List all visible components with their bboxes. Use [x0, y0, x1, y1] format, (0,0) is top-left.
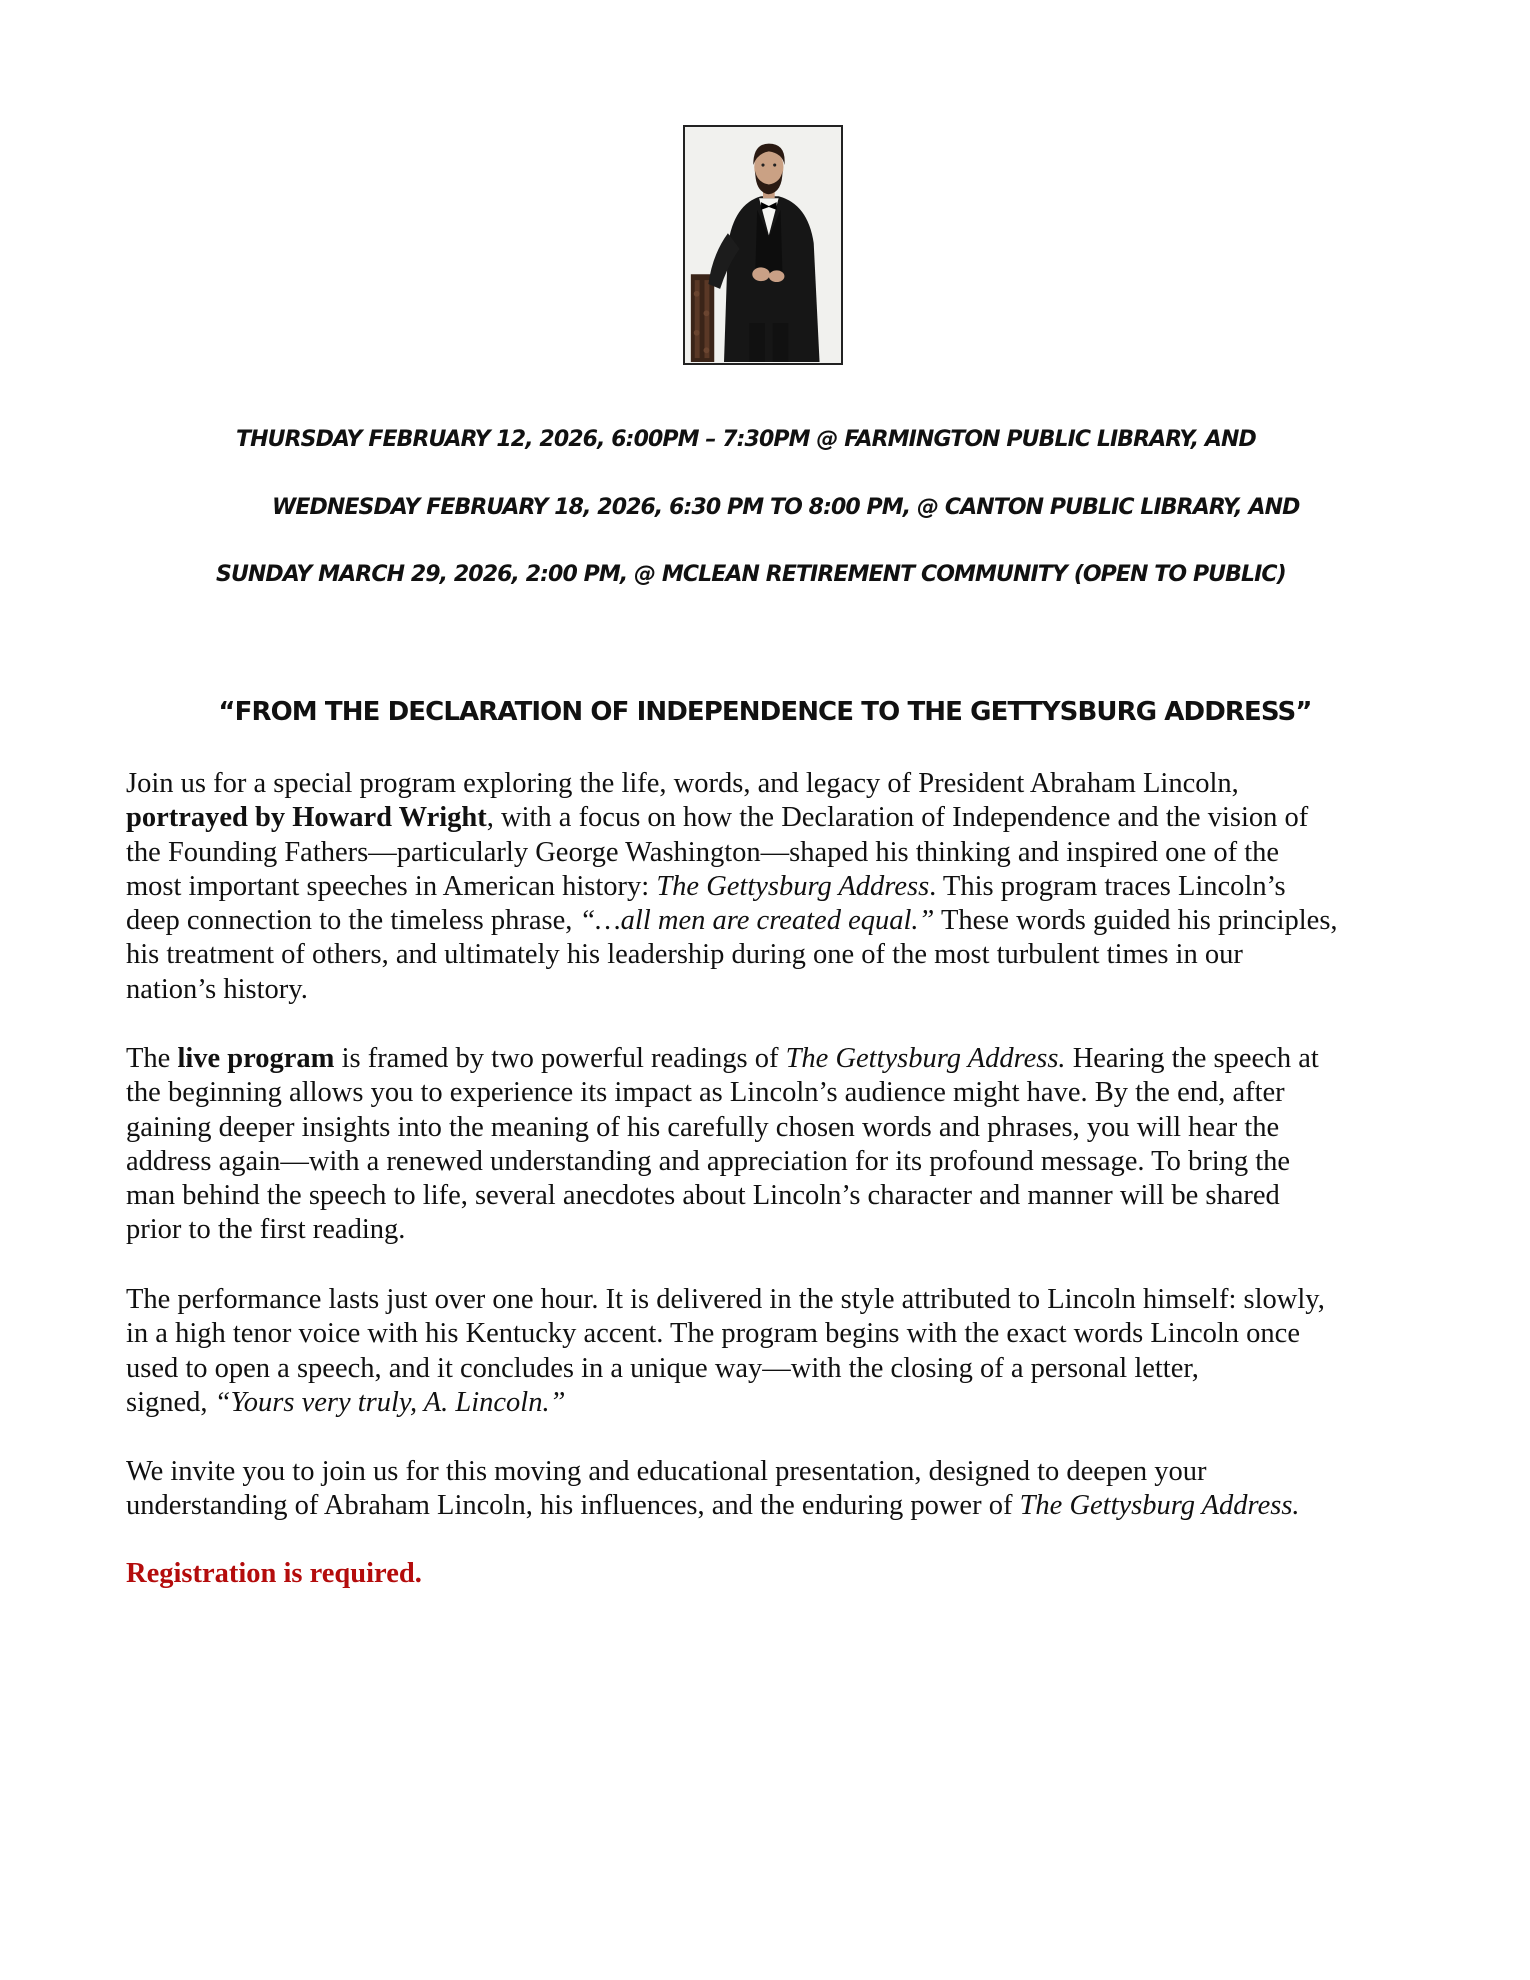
performance-line: The performance lasts just over one hour. It is delivered in the style attributed to Lincoln himself: slowly,: [126, 1284, 1325, 1315]
description-line: address again—with a renewed understanding and appreciation for its profound message. To bring the: [126, 1145, 1291, 1177]
performance-line: signed, “Yours very truly, A. Lincoln.”: [126, 1386, 566, 1418]
description-line: The live program is framed by two powerful readings of The Gettysburg Address. Hearing the speech at: [126, 1043, 1319, 1074]
invitation-line: We invite you to join us for this moving and educational presentation, designed to deepen your: [126, 1456, 1207, 1487]
chair-graphic: [691, 274, 714, 362]
intro-line: his treatment of others, and ultimately his leadership during one of the most turbulent times in our: [126, 939, 1243, 971]
intro-paragraph: [126, 767, 1416, 1007]
performance-line: in a high tenor voice with his Kentucky accent. The program begins with the exact words Lincoln once: [126, 1318, 1300, 1350]
intro-line: deep connection to the timeless phrase, “…all men are created equal.” These words guided his principles,: [126, 905, 1338, 937]
description-line: prior to the first reading.: [126, 1214, 406, 1246]
description-line: man behind the speech to life, several anecdotes about Lincoln’s character and manner will be shared: [126, 1180, 1280, 1212]
performance-paragraph: [126, 1283, 1416, 1420]
intro-line: most important speeches in American history: The Gettysburg Address. This program traces Lincoln’s: [126, 870, 1286, 902]
performance-line: used to open a speech, and it concludes in a unique way—with the closing of a personal letter,: [126, 1352, 1199, 1384]
description-line: gaining deeper insights into the meaning of his carefully chosen words and phrases, you will hear the: [126, 1111, 1280, 1143]
lincoln-portrait-photo: [683, 125, 843, 365]
program-title: “FROM THE DECLARATION OF INDEPENDENCE TO THE GETTYSBURG ADDRESS”: [218, 697, 1312, 727]
invitation-paragraph: [126, 1455, 1416, 1524]
program-description-paragraph: [126, 1042, 1416, 1248]
intro-line: Join us for a special program exploring the life, words, and legacy of President Abraham Lincoln,: [126, 768, 1239, 799]
event-date-line-1: THURSDAY FEBRUARY 12, 2026, 6:00PM – 7:30PM @ FARMINGTON PUBLIC LIBRARY, AND: [236, 427, 1256, 452]
lincoln-portrait-illustration: [685, 127, 841, 363]
description-line: the beginning allows you to experience its impact as Lincoln’s audience might have. By the end, after: [126, 1077, 1285, 1109]
intro-line: nation’s history.: [126, 973, 308, 1005]
event-date-line-3: SUNDAY MARCH 29, 2026, 2:00 PM, @ MCLEAN RETIREMENT COMMUNITY (OPEN TO PUBLIC): [216, 562, 1286, 587]
registration-notice: Registration is required.: [126, 1558, 422, 1589]
event-date-line-2: WEDNESDAY FEBRUARY 18, 2026, 6:30 PM TO 8:00 PM, @ CANTON PUBLIC LIBRARY, AND: [272, 495, 1300, 520]
quote-all-men-equal: “…all men are created equal.”: [579, 905, 935, 937]
intro-line: portrayed by Howard Wright, with a focus on how the Declaration of Independence and the vision of: [126, 802, 1309, 834]
invitation-line: understanding of Abraham Lincoln, his influences, and the enduring power of The Gettysburg Address.: [126, 1490, 1300, 1522]
performer-credit: portrayed by Howard Wright: [126, 802, 487, 834]
lincoln-signature-quote: “Yours very truly, A. Lincoln.”: [214, 1386, 566, 1418]
intro-line: the Founding Fathers—particularly George Washington—shaped his thinking and inspired one of the: [126, 836, 1280, 868]
